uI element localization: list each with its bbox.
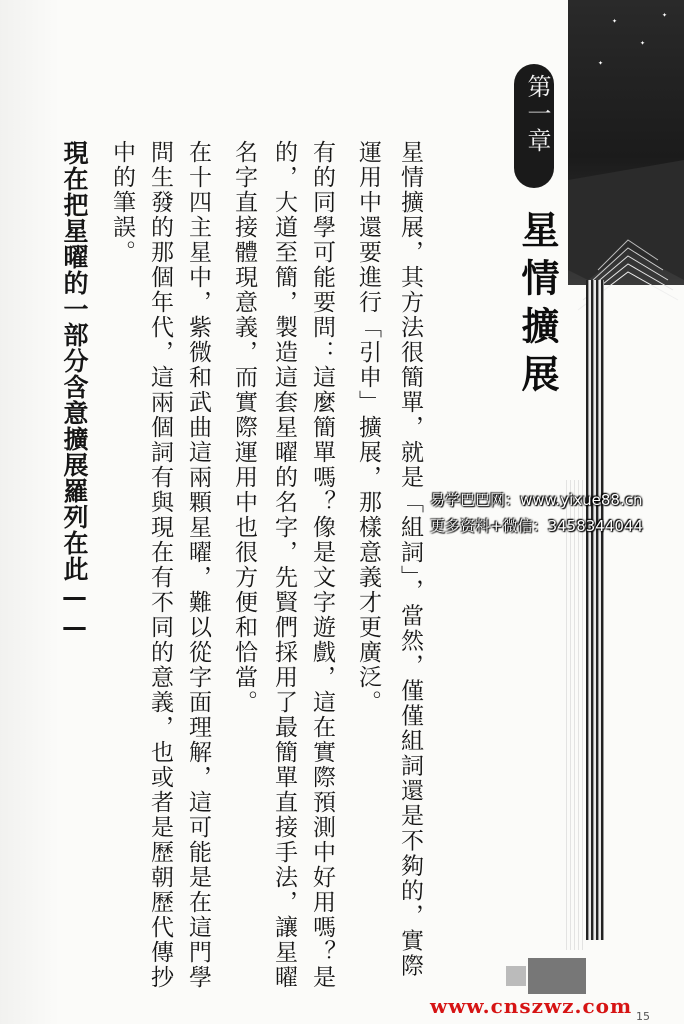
text-column: 名字直接體現意義，而實際運用中也很方便和恰當。 (231, 140, 257, 715)
watermark-line-1: 易学巴巴网：www.yixue88.cn (430, 491, 643, 509)
text-column: 運用中還要進行「引申」擴展，那樣意義才更廣泛。 (355, 140, 381, 715)
text-column: 的，大道至簡，製造這套星曜的名字，先賢們採用了最簡單直接手法，讓星曜 (271, 140, 297, 990)
text-column: 有的同學可能要問：這麼簡單嗎？像是文字遊戲，這在實際預測中好用嗎？是 (309, 140, 335, 990)
star-icon: ✦ (662, 12, 668, 19)
watermark-line-2: 更多资料+微信：3458344044 (430, 517, 644, 535)
text-column: 星情擴展，其方法很簡單，就是「組詞」，當然，僅僅組詞還是不夠的，實際 (397, 140, 423, 979)
star-icon: ✦ (612, 18, 618, 25)
site-watermark: www.cnszwz.com (430, 994, 633, 1018)
text-column: 在十四主星中，紫微和武曲這兩顆星曜，難以從字面理解，這可能是在這門學 (185, 140, 211, 990)
decorative-stripe (586, 280, 604, 940)
scan-shadow (0, 0, 60, 1024)
decorative-block-small (506, 966, 526, 986)
chapter-title: 星情擴展 (515, 210, 560, 402)
text-column: 問生發的那個年代，這兩個詞有與現在有不同的意義，也或者是歷朝歷代傳抄 (147, 140, 173, 990)
star-icon: ✦ (640, 40, 646, 47)
closing-line: 現在把星曜的一部分含意擴展羅列在此—— (60, 140, 89, 642)
page-number: 15 (636, 1010, 650, 1023)
text-column: 中的筆誤。 (109, 140, 135, 265)
star-icon: ✦ (598, 60, 604, 67)
decorative-stripe-light (566, 480, 586, 950)
chapter-label: 第一章 (523, 74, 551, 155)
decorative-block (528, 958, 586, 994)
